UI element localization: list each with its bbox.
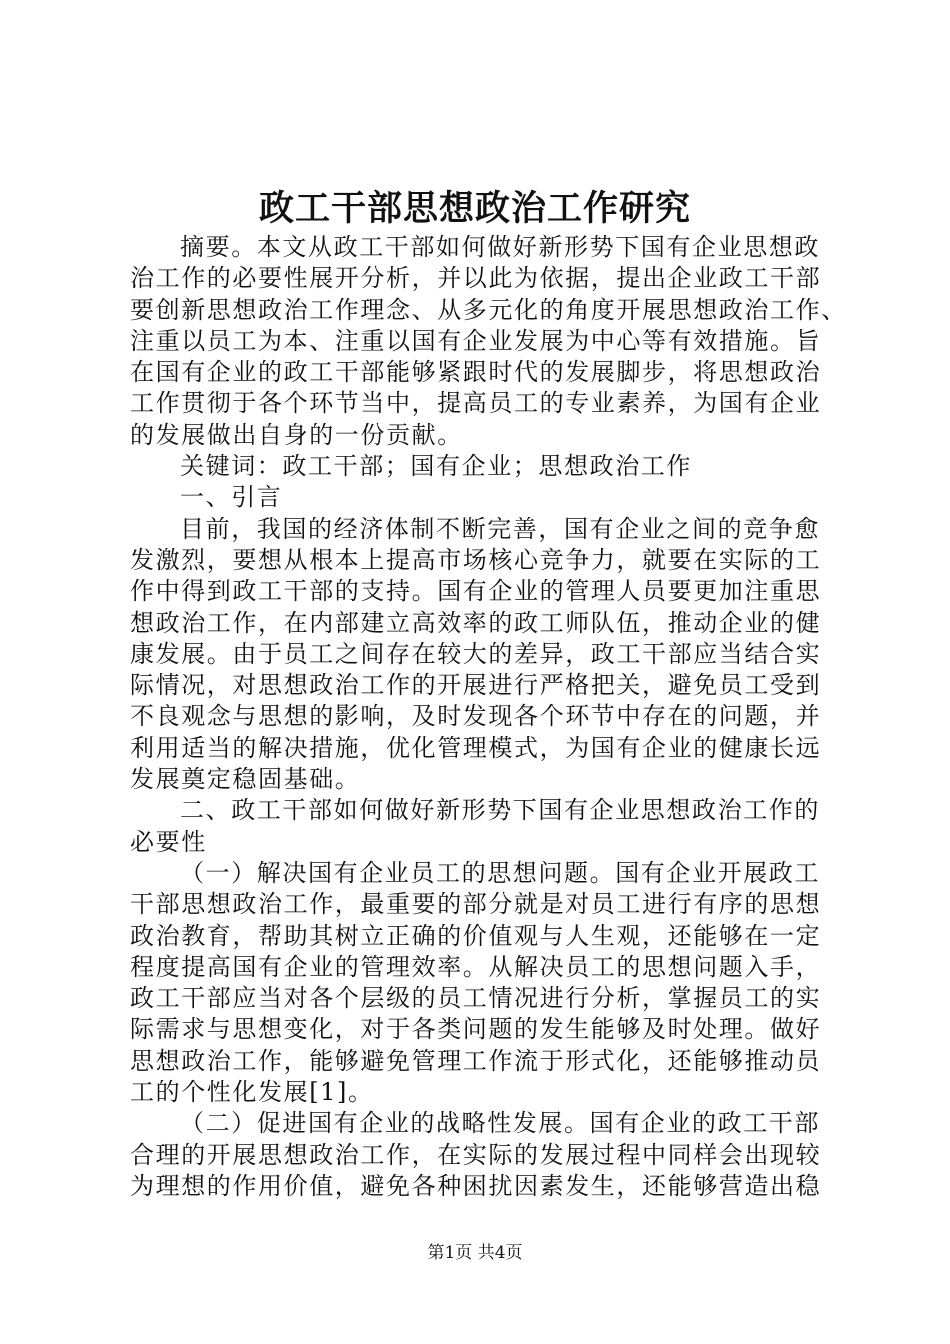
text-line: 工的个性化发展[1]。 <box>130 1078 374 1107</box>
text-line: 治工作的必要性展开分析，并以此为依据，提出企业政工干部 <box>130 264 822 293</box>
text-line: 发激烈，要想从根本上提高市场核心竞争力，就要在实际的工 <box>130 545 822 574</box>
text-line: 关键词：政工干部；国有企业；思想政治工作 <box>180 452 692 481</box>
text-line: 程度提高国有企业的管理效率。从解决员工的思想问题入手， <box>130 952 822 981</box>
text-line: 想政治工作，在内部建立高效率的政工师队伍，推动企业的健 <box>130 608 822 637</box>
paragraph-keywords <box>130 451 830 482</box>
document-title: 政工干部思想政治工作研究 <box>258 188 691 229</box>
section-heading-necessity <box>130 795 830 858</box>
text-line: 合理的开展思想政治工作，在实际的发展过程中同样会出现较 <box>130 1140 822 1169</box>
text-line: 注重以员工为本、注重以国有企业发展为中心等有效措施。旨 <box>130 326 822 355</box>
text-line: 利用适当的解决措施，优化管理模式，为国有企业的健康长远 <box>130 733 822 762</box>
text-line: 必要性 <box>130 827 207 856</box>
paragraph-subsection-2 <box>130 1108 830 1202</box>
text-line: 思想政治工作，能够避免管理工作流于形式化，还能够推动员 <box>130 1046 822 1075</box>
text-line: 政工干部应当对各个层级的员工情况进行分析，掌握员工的实 <box>130 984 822 1013</box>
text-line: 工作贯彻于各个环节当中，提高员工的专业素养，为国有企业 <box>130 389 822 418</box>
text-line: 际需求与思想变化，对于各类问题的发生能够及时处理。做好 <box>130 1015 822 1044</box>
text-line: 康发展。由于员工之间存在较大的差异，政工干部应当结合实 <box>130 639 822 668</box>
text-line: 摘要。本文从政工干部如何做好新形势下国有企业思想政 <box>180 233 820 261</box>
text-line: 的发展做出自身的一份贡献。 <box>130 420 463 449</box>
text-line: 二、政工干部如何做好新形势下国有企业思想政治工作的 <box>180 796 820 825</box>
page-footer: 第1页 共4页 <box>427 1243 523 1263</box>
text-line: 在国有企业的政工干部能够紧跟时代的发展脚步，将思想政治 <box>130 358 822 387</box>
text-line: 干部思想政治工作，最重要的部分就是对员工进行有序的思想 <box>130 890 822 919</box>
text-line: 政治教育，帮助其树立正确的价值观与人生观，还能够在一定 <box>130 921 822 950</box>
text-line: （一）解决国有企业员工的思想问题。国有企业开展政工 <box>180 858 820 887</box>
section-heading-introduction <box>130 482 830 513</box>
text-line: 要创新思想政治工作理念、从多元化的角度开展思想政治工作、 <box>130 295 847 324</box>
document-body <box>130 232 847 1202</box>
text-line: 不良观念与思想的影响，及时发现各个环节中存在的问题，并 <box>130 702 822 731</box>
paragraph-subsection-1 <box>130 858 830 1108</box>
text-line: 际情况，对思想政治工作的开展进行严格把关，避免员工受到 <box>130 671 822 700</box>
text-line: 发展奠定稳固基础。 <box>130 765 361 794</box>
text-line: 为理想的作用价值，避免各种困扰因素发生，还能够营造出稳 <box>130 1171 822 1200</box>
text-line: （二）促进国有企业的战略性发展。国有企业的政工干部 <box>180 1109 820 1138</box>
paragraph-introduction <box>130 514 830 796</box>
text-line: 一、引言 <box>180 483 283 512</box>
paragraph-abstract <box>130 232 847 451</box>
text-line: 作中得到政工干部的支持。国有企业的管理人员要更加注重思 <box>130 577 822 606</box>
text-line: 目前，我国的经济体制不断完善，国有企业之间的竞争愈 <box>180 514 820 543</box>
